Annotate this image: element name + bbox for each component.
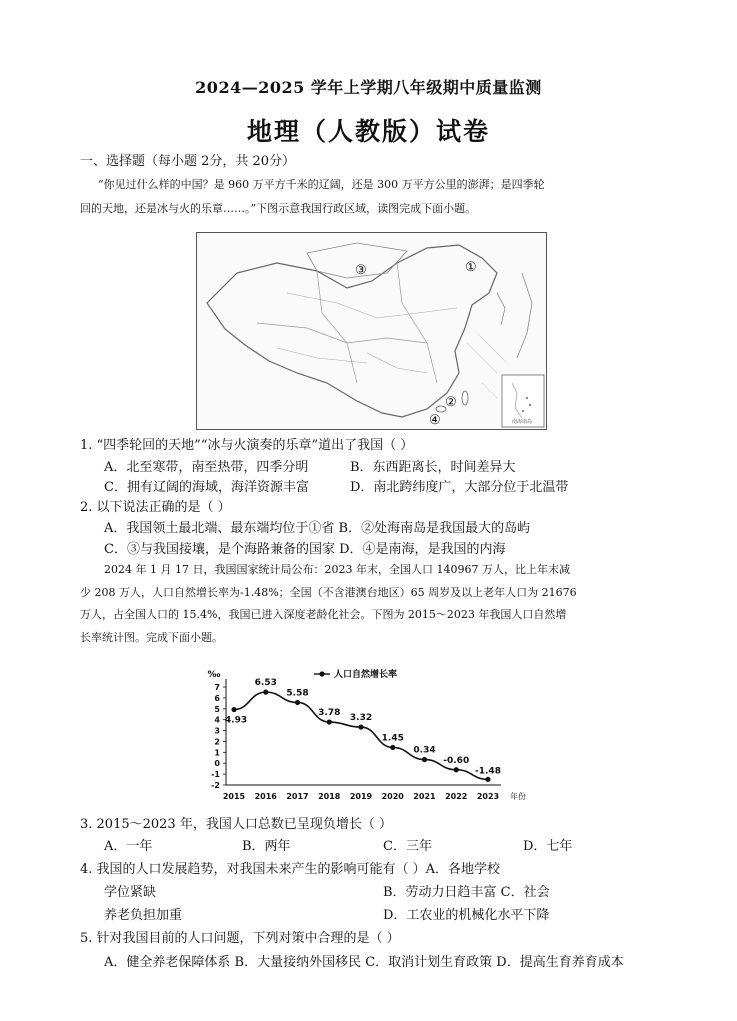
data-point	[263, 690, 268, 695]
map-label-4: ④	[429, 413, 441, 428]
q1-option-a: A．北至寒带，南至热带，四季分明	[104, 460, 309, 475]
q4-line2-a: 学位紧缺	[104, 885, 157, 900]
data-point	[358, 724, 363, 729]
y-tick-label: -2	[211, 781, 220, 790]
data-point	[295, 700, 300, 705]
data-label: 3.78	[318, 708, 341, 719]
q2-options-cd: C．③与我国接壤，是个海路兼备的国家 D．④是南海，是我国的内海	[104, 542, 506, 557]
q4-line3-a: 养老负担加重	[104, 908, 183, 923]
y-tick-label: 5	[214, 704, 220, 714]
y-tick-label: 6	[214, 693, 220, 703]
data-label: -0.60	[443, 755, 470, 766]
intro-line-1: “你见过什么样的中国？是 960 万平方千米的辽阔，还是 300 万平方公里的澎湃；是四季轮	[98, 178, 545, 191]
q1-option-d: D．南北跨纬度广，大部分位于北温带	[350, 480, 569, 495]
x-tick-label: 2016	[254, 792, 277, 801]
data-point	[327, 719, 332, 724]
q2-options-ab: A．我国领土最北端、最东端均位于①省 B．②处海南岛是我国最大的岛屿	[104, 521, 531, 536]
exam-title: 2024—2025 学年上学期八年级期中质量监测	[195, 78, 542, 97]
q4-line3-b: D．工农业的机械化水平下降	[383, 908, 550, 923]
y-tick-label: 7	[214, 683, 220, 692]
map-inset-label: 南海诸岛	[512, 419, 533, 425]
map-label-2: ②	[445, 395, 457, 410]
data-point	[231, 707, 236, 712]
y-tick-label: -1	[211, 770, 220, 780]
q4-stem: 4. 我国的人口发展趋势，对我国未来产生的影响可能有（ ）A．各地学校	[80, 862, 501, 877]
q3-stem: 3. 2015～2023 年，我国人口总数已呈现负增长（ ）	[80, 817, 392, 832]
y-tick-label: 1	[214, 748, 220, 758]
legend-marker	[319, 671, 324, 676]
data-point	[422, 757, 427, 762]
x-tick-label: 2023	[476, 792, 500, 801]
data-label: 4.93	[224, 715, 248, 726]
intro-line-2: 回的天地，还是冰与火的乐章……。”下图示意我国行政区域，读图完成下面小题。	[80, 202, 477, 215]
q2-stem: 2. 以下说法正确的是（ ）	[80, 500, 231, 515]
subject-title: 地理（人教版）试卷	[246, 117, 490, 146]
series-line	[234, 692, 488, 779]
data-point	[454, 767, 459, 772]
chart-svg	[196, 665, 541, 807]
data-label: 5.58	[286, 688, 309, 699]
y-tick-label: 2	[214, 737, 220, 747]
q3-option-b: B．两年	[242, 839, 291, 854]
q3-option-d: D．七年	[523, 839, 573, 854]
map-label-3: ③	[355, 263, 367, 278]
q1-option-c: C．拥有辽阔的海域，海洋资源丰富	[104, 480, 309, 495]
q4-line2-b: B．劳动力日趋丰富 C．社会	[383, 885, 550, 900]
x-tick-label: 2019	[349, 792, 373, 801]
x-tick-label: 2018	[318, 792, 341, 801]
legend-label: 人口自然增长率	[334, 670, 398, 680]
data-label: -1.48	[475, 766, 501, 777]
q3-option-c: C．三年	[383, 839, 432, 854]
x-axis-label: 年份	[510, 792, 526, 801]
y-tick-label: 3	[214, 726, 220, 736]
passage2-line-2: 少 208 万人，人口自然增长率为-1.48%；全国（不含港澳台地区）65 周岁及以上老年人口为 21676	[80, 586, 577, 599]
y-axis-unit: ‰	[207, 670, 221, 680]
x-tick-label: 2022	[445, 792, 468, 801]
data-label: 6.53	[254, 678, 277, 689]
q5-options: A．健全养老保障体系 B．大量接纳外国移民 C．取消计划生育政策 D．提高生育养育成本	[104, 955, 624, 970]
y-tick-label: 4	[214, 715, 220, 725]
x-tick-label: 2021	[413, 792, 436, 801]
x-tick-label: 2015	[222, 792, 246, 801]
map-label-1: ①	[465, 260, 477, 275]
passage2-line-3: 万人，占全国人口的 15.4%，我国已进入深度老龄化社会。下图为 2015～2023 年我国人口自然增	[80, 608, 567, 621]
section-heading: 一、选择题（每小题 2分，共 20分）	[80, 154, 296, 169]
map-drawing	[197, 233, 546, 429]
q5-stem: 5. 针对我国目前的人口问题，下列对策中合理的是（ ）	[80, 931, 400, 946]
data-label: 0.34	[413, 745, 436, 756]
q3-option-a: A．一年	[104, 839, 153, 854]
q1-option-b: B．东西距离长，时间差异大	[350, 460, 516, 475]
data-point	[390, 745, 395, 750]
population-growth-chart	[196, 665, 541, 807]
data-label: 3.32	[349, 713, 373, 724]
y-tick-label: 0	[214, 759, 220, 769]
passage2-line-1: 2024 年 1 月 17 日，我国国家统计局公布：2023 年末，全国人口 140967 万人，比上年末减	[104, 563, 570, 576]
china-admin-map	[196, 232, 547, 430]
x-tick-label: 2020	[381, 792, 404, 801]
q1-stem: 1. “四季轮回的天地”“冰与火演奏的乐章”道出了我国（ ）	[80, 438, 414, 453]
data-point	[485, 777, 490, 782]
x-tick-label: 2017	[286, 792, 309, 801]
passage2-line-4: 长率统计图。完成下面小题。	[80, 631, 223, 644]
data-label: 1.45	[381, 733, 404, 744]
